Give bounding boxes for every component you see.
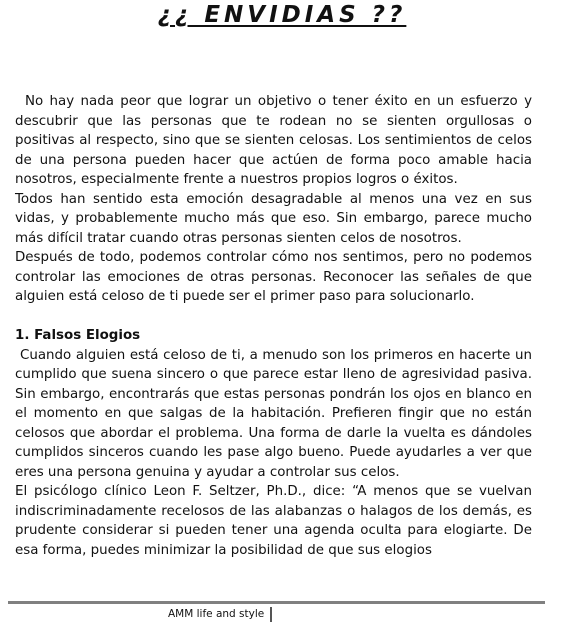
paragraph-quote: El psicólogo clínico Leon F. Seltzer, Ph.D., dice: “A menos que se vuelvan indiscriminadamente recelosos de las alabanzas o halagos de los demás, es prudente considerar si pueden tener una agenda oculta para elogiarte. De esa forma, puedes minimizar la posibilidad de que sus elogios [15,484,532,558]
paragraph-control: Después de todo, podemos controlar cómo nos sentimos, pero no podemos controlar las emociones de otras personas. Reconocer las señales de que alguien está celoso de ti puede ser el primer paso para solucionarlo. [15,250,532,304]
paragraph-spacer [15,307,532,327]
footer-label: AMM life and style [168,607,272,622]
document-title: ¿¿ ENVIDIAS ?? [157,2,407,28]
paragraph-false-praise: Cuando alguien está celoso de ti, a menudo son los primeros en hacerte un cumplido que suena sincero o que parece estar lleno de agresividad pasiva. Sin embargo, encontrarás que estas personas pondrán los ojos en blanco en el momento en que salgas de la habitación. Prefieren fingir que no están celosos que abordar el problema. Una forma de darle la vuelta es dándoles cumplidos sinceros cuando les pase algo bueno. Puede ayudarles a ver que eres una persona genuina y ayudar a controlar sus celos. [15,347,532,480]
paragraph-intro: No hay nada peor que lograr un objetivo o tener éxito en un esfuerzo y descubrir que las personas que te rodean no se sienten orgullosas o positivas al respecto, sino que se sienten celosas. Los sentimientos de celos de una persona pueden hacer que actúen de forma poco amable hacia nosotros, especialmente frente a nuestros propios logros o éxitos. [15,94,532,187]
document-body [15,92,532,560]
paragraph-emotion: Todos han sentido esta emoción desagradable al menos una vez en sus vidas, y probablemente mucho más que eso. Sin embargo, parece mucho más difícil tratar cuando otras personas sienten celos de nosotros. [15,191,532,246]
footer-divider [8,601,545,604]
section-heading: 1. Falsos Elogios [15,328,141,343]
